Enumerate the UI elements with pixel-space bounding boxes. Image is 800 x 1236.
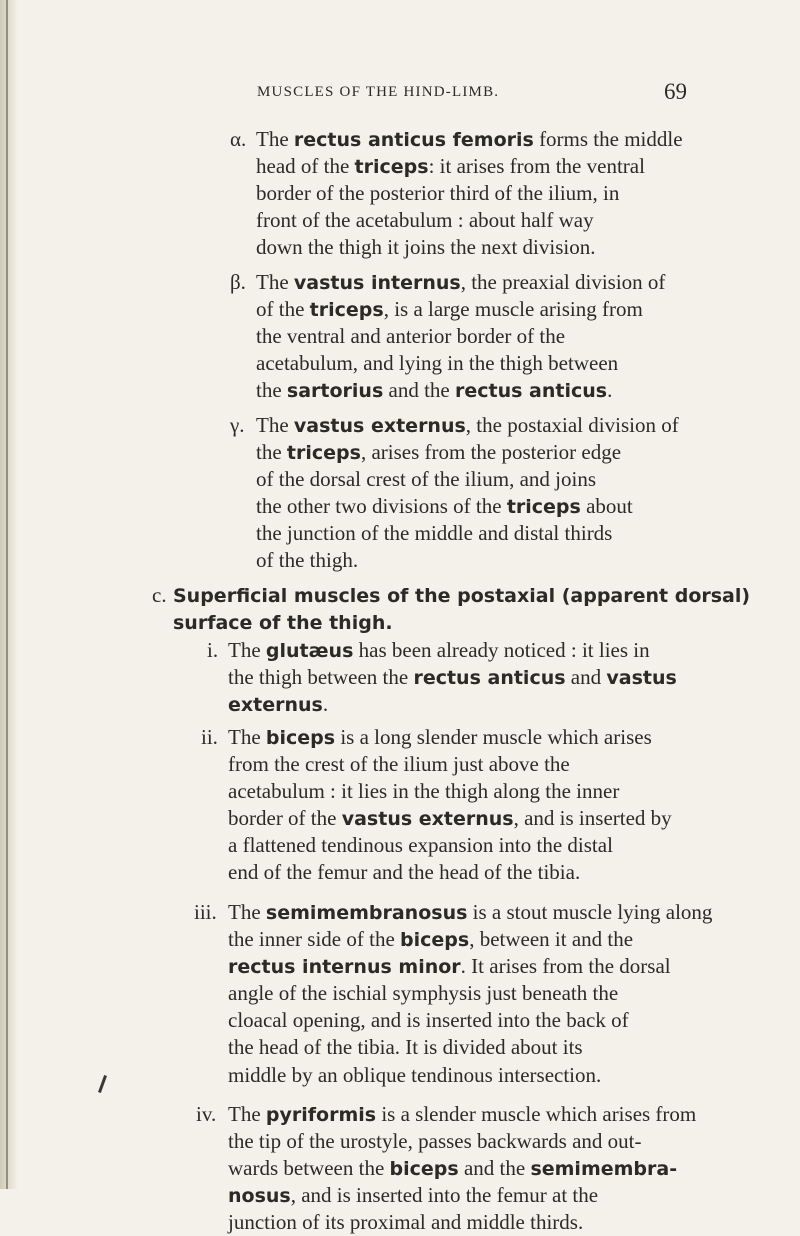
text-run: The bbox=[228, 725, 266, 749]
text-run: the inner side of the bbox=[228, 927, 401, 952]
text-run: border of the posterior third of the ilium, in bbox=[256, 181, 620, 206]
item-i-label: i. bbox=[207, 638, 219, 662]
page-gutter-shadow bbox=[0, 0, 18, 1189]
text-line bbox=[228, 1101, 696, 1128]
page-number: 69 bbox=[664, 79, 687, 104]
text-run: , between it and the bbox=[469, 927, 634, 952]
text-line bbox=[228, 1155, 696, 1182]
text-run: acetabulum : it lies in the thigh along the inner bbox=[228, 779, 620, 804]
text-line bbox=[228, 980, 712, 1007]
bold-term: rectus internus minor bbox=[228, 956, 461, 979]
subitem-beta-text bbox=[256, 269, 665, 404]
text-run: of the thigh. bbox=[256, 548, 359, 573]
text-run: the junction of the middle and distal thirds bbox=[256, 521, 613, 546]
bold-term: semimembra- bbox=[530, 1158, 678, 1181]
text-line bbox=[228, 805, 672, 832]
text-line bbox=[256, 439, 679, 466]
text-run: The bbox=[256, 270, 294, 294]
text-line bbox=[256, 234, 683, 261]
subitem-alpha-label: α. bbox=[230, 127, 247, 151]
item-i-text bbox=[228, 637, 677, 718]
text-line bbox=[228, 1182, 696, 1209]
text-run: head of the bbox=[256, 154, 355, 179]
text-run: , is a large muscle arising from bbox=[383, 297, 643, 322]
bold-term: triceps bbox=[309, 299, 384, 322]
text-run: border of the bbox=[228, 806, 342, 831]
text-line bbox=[256, 269, 665, 296]
text-run: cloacal opening, and is inserted into the back of bbox=[228, 1008, 629, 1033]
binding-edge-line bbox=[6, 0, 8, 1189]
text-line bbox=[256, 153, 683, 180]
text-run: The bbox=[256, 413, 294, 437]
text-run: is a stout muscle lying along bbox=[467, 900, 713, 924]
bold-term: externus bbox=[228, 694, 323, 717]
bold-term: vastus bbox=[606, 667, 677, 690]
text-run: down the thigh it joins the next division. bbox=[256, 235, 596, 260]
bold-term: biceps bbox=[265, 727, 336, 749]
text-run: junction of its proximal and middle thirds. bbox=[228, 1210, 584, 1235]
text-line bbox=[173, 582, 750, 609]
section-c-label: c. bbox=[152, 583, 167, 607]
text-line bbox=[256, 520, 679, 547]
text-run: is a long slender muscle which arises bbox=[335, 725, 652, 749]
item-ii-text bbox=[228, 724, 672, 887]
text-run: and bbox=[565, 665, 607, 690]
text-run: acetabulum, and lying in the thigh between bbox=[256, 351, 619, 376]
text-run: . bbox=[607, 378, 613, 403]
bold-term: Superficial muscles of the postaxial (apparent dorsal) bbox=[173, 585, 751, 607]
bold-term: vastus externus bbox=[293, 415, 466, 437]
text-run: . It arises from the dorsal bbox=[460, 954, 671, 979]
text-run: : it arises from the ventral bbox=[428, 154, 645, 179]
bold-term: nosus bbox=[228, 1185, 291, 1208]
bold-term: rectus anticus bbox=[413, 667, 566, 690]
section-c-heading bbox=[173, 582, 750, 636]
text-run: front of the acetabulum : about half way bbox=[256, 208, 594, 233]
text-line bbox=[256, 323, 665, 350]
text-line bbox=[228, 926, 712, 953]
text-run: The bbox=[228, 900, 266, 924]
text-run: the tip of the urostyle, passes backwards and out- bbox=[228, 1129, 642, 1154]
text-line bbox=[256, 296, 665, 323]
text-run: The bbox=[228, 638, 266, 662]
text-run: a flattened tendinous expansion into the distal bbox=[228, 833, 613, 858]
text-run: , and is inserted by bbox=[513, 806, 672, 831]
text-run: about bbox=[580, 494, 633, 519]
bold-term: triceps bbox=[506, 496, 581, 519]
text-line bbox=[228, 1128, 696, 1155]
text-line bbox=[256, 350, 665, 377]
bold-term: triceps bbox=[354, 156, 429, 179]
bold-term: biceps bbox=[400, 929, 470, 952]
text-line bbox=[228, 899, 712, 926]
text-line bbox=[228, 859, 672, 886]
text-run: , the postaxial division of bbox=[465, 413, 679, 437]
text-run: , arises from the posterior edge bbox=[360, 440, 622, 465]
text-line bbox=[228, 778, 672, 805]
text-line bbox=[256, 377, 665, 404]
text-run: the head of the tibia. It is divided about its bbox=[228, 1035, 583, 1060]
text-run: from the crest of the ilium just above the bbox=[228, 752, 570, 777]
text-line bbox=[256, 493, 679, 520]
text-run: and the bbox=[383, 378, 455, 403]
bold-term: surface of the thigh. bbox=[173, 612, 393, 635]
text-run: forms the middle bbox=[533, 127, 683, 151]
bold-term: biceps bbox=[389, 1158, 459, 1181]
text-line bbox=[256, 466, 679, 493]
text-run: the bbox=[256, 378, 287, 403]
item-iv-label: iv. bbox=[196, 1102, 217, 1126]
text-line bbox=[228, 953, 712, 980]
subitem-beta-label: β. bbox=[230, 270, 246, 294]
bold-term: semimembranosus bbox=[265, 902, 468, 924]
bold-term: sartorius bbox=[286, 380, 384, 403]
text-line bbox=[228, 664, 677, 691]
pencil-mark bbox=[98, 1075, 107, 1093]
text-run: of the dorsal crest of the ilium, and joins bbox=[256, 467, 597, 492]
text-line bbox=[228, 691, 677, 718]
text-line bbox=[228, 1209, 696, 1236]
text-line bbox=[256, 126, 683, 153]
text-run: . bbox=[322, 692, 329, 717]
text-line bbox=[228, 1007, 712, 1034]
text-run: wards between the bbox=[228, 1156, 390, 1181]
text-run: has been already noticed : it lies in bbox=[353, 638, 650, 662]
subitem-alpha-text bbox=[256, 126, 683, 261]
bold-term: rectus anticus bbox=[455, 380, 608, 403]
text-line bbox=[228, 1062, 712, 1089]
page-header bbox=[0, 79, 800, 114]
text-run: and the bbox=[458, 1156, 531, 1181]
item-ii-label: ii. bbox=[201, 725, 218, 749]
text-run: , and is inserted into the femur at the bbox=[290, 1183, 599, 1208]
text-line bbox=[228, 1034, 712, 1061]
item-iii-label: iii. bbox=[194, 900, 217, 924]
text-run: middle by an oblique tendinous intersection. bbox=[228, 1062, 602, 1087]
bold-term: triceps bbox=[286, 442, 361, 465]
bold-term: vastus externus bbox=[341, 808, 514, 831]
text-line bbox=[228, 832, 672, 859]
bold-term: rectus anticus femoris bbox=[293, 129, 534, 151]
subitem-gamma-label: γ. bbox=[230, 413, 245, 437]
item-iv-text bbox=[228, 1101, 696, 1236]
text-run: , the preaxial division of bbox=[460, 270, 666, 294]
text-line bbox=[256, 547, 679, 574]
text-run: is a slender muscle which arises from bbox=[376, 1102, 697, 1126]
text-line bbox=[256, 207, 683, 234]
text-line bbox=[228, 751, 672, 778]
text-run: the ventral and anterior border of the bbox=[256, 324, 566, 349]
text-run: The bbox=[228, 1102, 266, 1126]
text-run: angle of the ischial symphysis just beneath the bbox=[228, 981, 619, 1006]
text-line bbox=[256, 180, 683, 207]
text-line bbox=[256, 412, 679, 439]
running-head: MUSCLES OF THE HIND-LIMB. bbox=[257, 84, 500, 100]
text-run: the other two divisions of the bbox=[256, 494, 507, 519]
bold-term: glutæus bbox=[265, 640, 354, 662]
text-run: end of the femur and the head of the tibia. bbox=[228, 860, 581, 885]
text-run: the thigh between the bbox=[228, 665, 414, 690]
bold-term: vastus internus bbox=[293, 272, 461, 294]
subitem-gamma-text bbox=[256, 412, 679, 575]
text-run: the bbox=[256, 440, 287, 465]
text-line bbox=[228, 724, 672, 751]
text-run: The bbox=[256, 127, 294, 151]
text-run: of the bbox=[256, 297, 310, 322]
text-line bbox=[228, 637, 677, 664]
bold-term: pyriformis bbox=[265, 1104, 377, 1126]
item-iii-text bbox=[228, 899, 712, 1089]
text-line bbox=[173, 609, 750, 636]
